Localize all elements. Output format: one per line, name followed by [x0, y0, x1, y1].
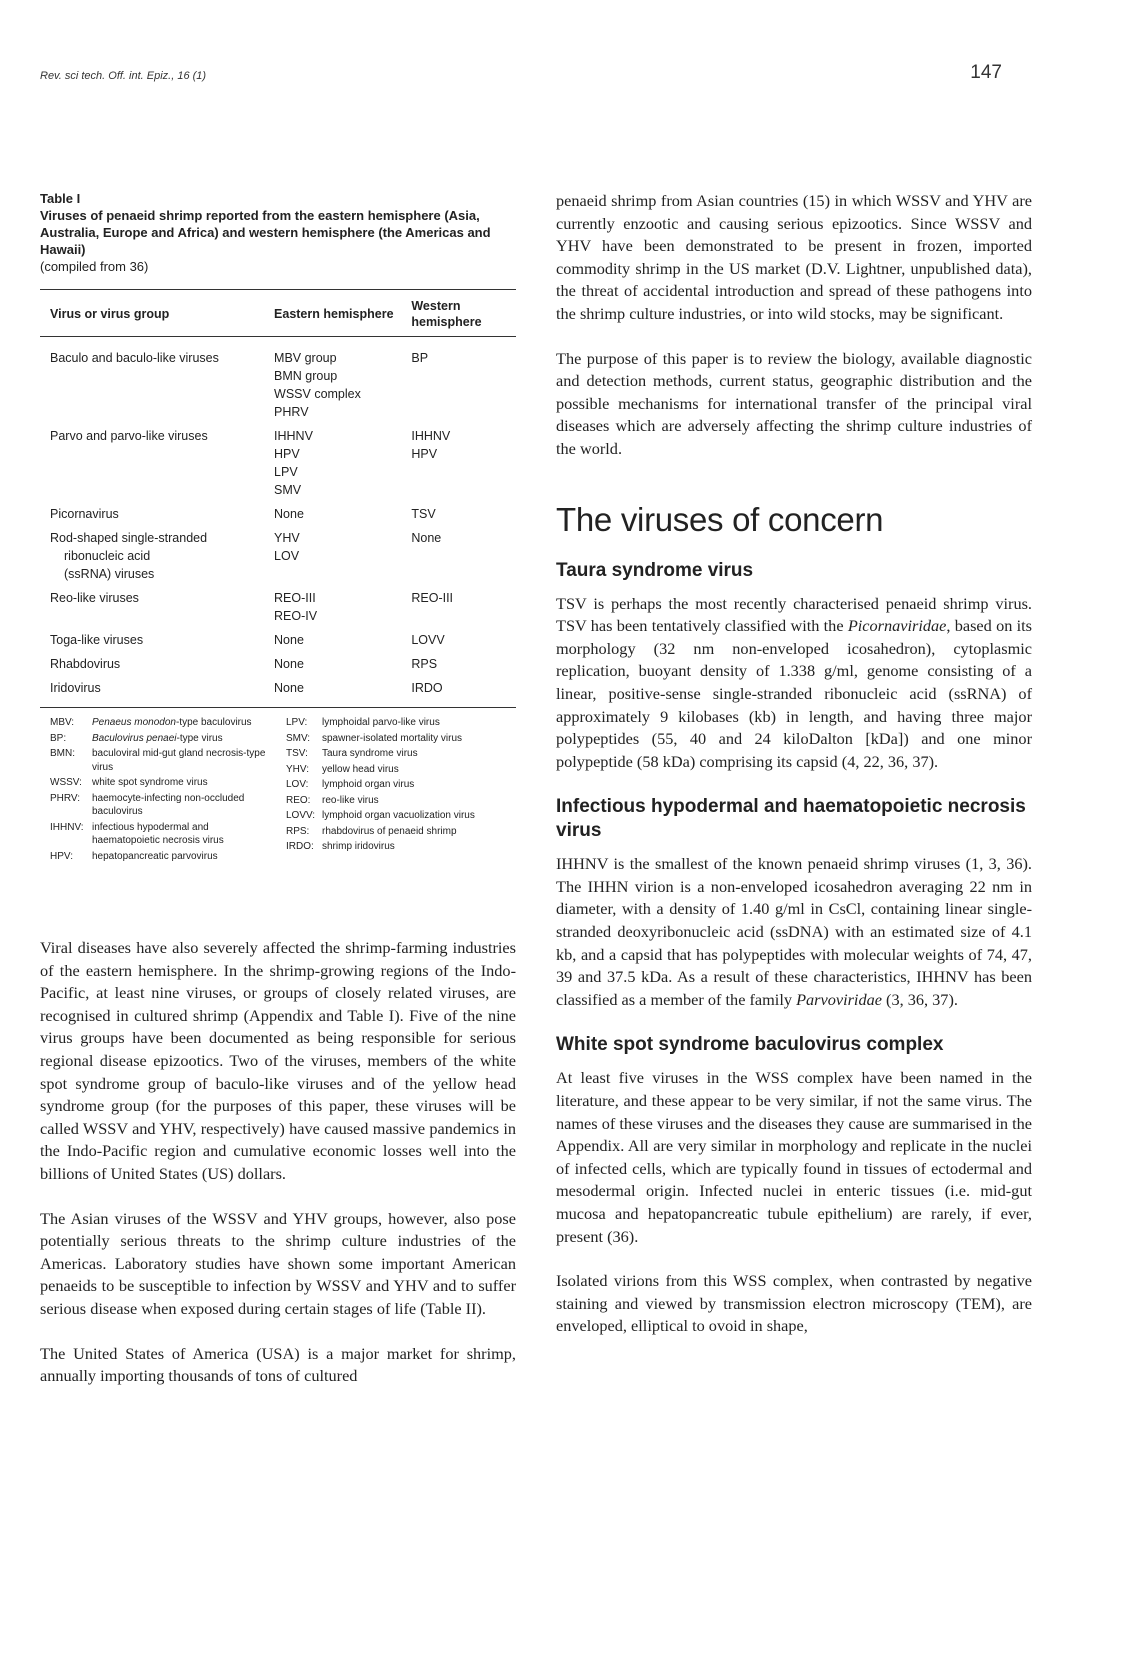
cell-eastern: REO-III REO-IV [274, 591, 318, 623]
abbreviations-left [40, 716, 278, 865]
cell-virus-group [40, 502, 274, 526]
cell-eastern: None [274, 657, 304, 671]
virus-group-label: Toga-like viruses [50, 633, 144, 647]
cell-eastern: MBV group BMN group WSSV complex PHRV [274, 351, 361, 419]
table-caption [40, 190, 516, 275]
abbreviation-key: LOV: [286, 779, 309, 790]
table-row [40, 526, 516, 586]
cell-eastern: IHHNV HPV LPV SMV [274, 429, 313, 497]
paragraph: At least five viruses in the WSS complex have been named in the literature, and these appear to be very similar, if not the same virus. The names of these viruses and the diseases they cause are summarised in the Appendix. All are very similar in morphology and replicate in the nuclei of infected cells, which are typically found in tissues of ectodermal and mesodermal origin. Infected nuclei in enteric tissues (i.e. mid-gut mucosa and hepatopancreatic tubule epithelium) are rarely, if ever, present (36). [556, 1068, 1032, 1246]
abbreviation-value: Taura syndrome virus [322, 748, 418, 759]
cell-western: REO-III [411, 591, 454, 605]
abbreviation-key: BP: [50, 732, 67, 744]
running-head: Rev. sci tech. Off. int. Epiz., 16 (1) [40, 70, 207, 82]
paragraph [556, 593, 1032, 774]
cell-western: LOVV [411, 633, 445, 647]
cell-eastern: None [274, 507, 304, 521]
table-row [40, 586, 516, 628]
abbreviation-item [286, 809, 516, 823]
text-span: IHHNV is the smallest of the known penaeid shrimp viruses (1, 3, 36). The IHHN virion is a non-enveloped icosahedron averaging 22 nm in diameter, with a density of 1.40 g/ml in CsCl, containing linear single-stranded deoxyribonucleic acid (ssDNA) with an estimated size of 4.1 kb, and a capsid that has polypeptides with molecular weights of 74, 47, 39 and 37.5 kDa. As a result of these characteristics, IHHNV has been classified as a member of the family [556, 854, 1032, 1009]
abbreviation-value: lymphoid organ vacuolization virus [322, 810, 475, 821]
virus-group-label: Iridovirus [50, 681, 101, 695]
virus-group-continuation: ribonucleic acid (ssRNA) viruses [64, 549, 155, 581]
abbreviation-key: LPV: [286, 717, 308, 728]
abbreviation-value: Baculovirus penaei-type virus [92, 732, 223, 744]
wssv-text [556, 1067, 1032, 1338]
cell-virus-group [40, 652, 274, 676]
cell-western: IHHNV HPV [411, 429, 451, 461]
right-column [556, 190, 1032, 1360]
abbreviation-value: haemocyte-infecting non-occluded baculovirus [92, 792, 245, 817]
paragraph: The purpose of this paper is to review the biology, available diagnostic and detection methods, current status, geographic distribution and the possible mechanisms for international transfer of the principal viral diseases which are adversely affecting the shrimp culture industries of the world. [556, 348, 1032, 458]
cell-eastern: YHV LOV [274, 531, 300, 563]
abbreviation-key: WSSV: [50, 777, 82, 788]
italic-term: Parvoviridae [796, 989, 882, 1009]
abbreviation-key: LOVV: [286, 810, 316, 821]
abbreviation-value: yellow head virus [322, 763, 399, 775]
table-row [40, 652, 516, 676]
cell-western: RPS [411, 657, 438, 671]
text-span: , based on its morphology (32 nm non-enveloped icosahedron), cytoplasmic replication, buoyant density of 1.338 g/ml, genome consisting of a linear, positive-sense single-stranded ribonucleic acid (ssRNA) of approximately 9 kilobases (kb) in length, and having three major polypeptides (55, 40 and 24 kiloDalton [kDa]) and one minor polypeptide (58 kDa) comprising its capsid (4, 22, 36, 37). [556, 616, 1032, 771]
table-body [40, 337, 516, 708]
abbreviation-key: MBV: [50, 717, 75, 728]
abbreviation-item [50, 821, 278, 848]
italic-term: Picornaviridae [847, 616, 947, 636]
abbreviation-item [286, 763, 516, 777]
abbreviation-key: BMN: [50, 748, 75, 759]
cell-virus-group [40, 628, 274, 652]
abbreviation-value: lymphoidal parvo-like virus [322, 717, 440, 728]
abbreviation-value: rhabdovirus of penaeid shrimp [322, 825, 457, 837]
abbreviation-item [286, 716, 516, 730]
abbreviation-item [286, 732, 516, 746]
abbreviation-key: YHV: [286, 763, 309, 775]
page-number: 147 [970, 62, 1002, 83]
subheading-tsv: Taura syndrome virus [556, 559, 754, 581]
right-intro-text [556, 190, 1032, 461]
abbreviation-value: reo-like virus [322, 794, 379, 806]
abbreviation-item [286, 747, 516, 761]
left-body-text [40, 937, 516, 1388]
cell-western: IRDO [411, 676, 516, 708]
abbreviation-value: shrimp iridovirus [322, 841, 395, 852]
column-header-western: Western hemisphere [411, 290, 516, 337]
table-row [40, 337, 516, 425]
abbreviation-key: IHHNV: [50, 821, 84, 833]
abbreviation-value: spawner-isolated mortality virus [322, 732, 463, 744]
abbreviation-value: white spot syndrome virus [92, 777, 208, 788]
cell-virus-group [40, 586, 274, 628]
ihhnv-text [556, 853, 1032, 1011]
abbreviation-item [286, 794, 516, 808]
paragraph: The Asian viruses of the WSSV and YHV groups, however, also pose potentially serious threats to the shrimp culture industries of the Americas. Laboratory studies have shown some important American penaeids to be susceptible to infection by WSSV and YHV and to suffer serious disease when exposed during certain stages of life (Table II). [40, 1208, 516, 1318]
paragraph: penaeid shrimp from Asian countries (15) in which WSSV and YHV are currently enzootic and causing serious epizootics. Since WSSV and YHV have been demonstrated to be present in frozen, imported commodity shrimp in the US market (D.V. Lightner, unpublished data), the threat of accidental introduction and spread of these pathogens into the shrimp culture industries, or into wild stocks, may be significant. [556, 191, 1032, 323]
virus-group-label: Parvo and parvo-like viruses [50, 429, 208, 443]
cell-virus-group [40, 424, 274, 502]
text-span: TSV is perhaps the most recently characterised penaeid shrimp virus. TSV has been tentatively classified with the [556, 593, 1032, 636]
abbreviation-item [50, 776, 278, 790]
subheading-wssv: White spot syndrome baculovirus complex [556, 1034, 944, 1056]
cell-western: BP [411, 351, 429, 365]
abbreviation-item [286, 778, 516, 792]
left-column [40, 190, 516, 1410]
column-header-virus: Virus or virus group [40, 290, 274, 337]
column-header-eastern: Eastern hemisphere [274, 290, 411, 337]
cell-eastern: None [274, 676, 411, 708]
abbreviation-key: IRDO: [286, 841, 314, 852]
abbreviations-right [278, 716, 516, 865]
abbreviation-value: hepatopancreatic parvovirus [92, 850, 218, 862]
abbreviation-item [286, 825, 516, 839]
abbreviation-key: HPV: [50, 850, 73, 862]
cell-western: TSV [411, 507, 436, 521]
abbreviations [40, 716, 516, 865]
cell-eastern: None [274, 633, 304, 647]
virus-group-label: Reo-like viruses [50, 591, 139, 605]
section-heading: The viruses of concern [556, 500, 884, 538]
abbreviation-item [286, 840, 516, 854]
table-source: (compiled from 36) [40, 259, 149, 274]
table-row [40, 424, 516, 502]
abbreviation-item [50, 716, 278, 730]
cell-virus-group [40, 676, 274, 708]
table-row [40, 676, 516, 708]
abbreviation-key: SMV: [286, 732, 311, 744]
abbreviation-item [50, 732, 278, 746]
abbreviation-key: PHRV: [50, 792, 81, 804]
tsv-text [556, 593, 1032, 774]
table-row [40, 502, 516, 526]
abbreviation-value: Penaeus monodon-type baculovirus [92, 717, 252, 728]
abbreviation-item [50, 747, 278, 774]
paragraph: Isolated virions from this WSS complex, when contrasted by negative staining and viewed by transmission electron microscopy (TEM), are enveloped, elliptical to ovoid in shape, [556, 1271, 1032, 1336]
cell-western: None [411, 531, 442, 545]
virus-group-label: Rhabdovirus [50, 657, 121, 671]
abbreviation-item [50, 850, 278, 864]
paragraph: The United States of America (USA) is a major market for shrimp, annually importing thousands of tons of cultured [40, 1343, 516, 1386]
abbreviation-value: baculoviral mid-gut gland necrosis-type virus [92, 748, 266, 773]
paragraph [556, 853, 1032, 1011]
table-row [40, 628, 516, 652]
abbreviation-item [50, 792, 278, 819]
cell-virus-group [40, 526, 274, 586]
cell-virus-group [40, 337, 274, 425]
virus-group-label: Picornavirus [50, 507, 119, 521]
subheading-ihhnv: Infectious hypodermal and haematopoietic necrosis virus [556, 796, 1026, 842]
abbreviation-key: TSV: [286, 748, 308, 759]
abbreviation-key: REO: [286, 794, 311, 806]
abbreviation-value: infectious hypodermal and haematopoietic necrosis virus [92, 821, 224, 846]
virus-group-label: Baculo and baculo-like viruses [50, 351, 219, 365]
abbreviation-key: RPS: [286, 825, 310, 837]
table-header-row [40, 290, 516, 337]
paragraph: Viral diseases have also severely affected the shrimp-farming industries of the eastern hemisphere. In the shrimp-growing regions of the Indo-Pacific, at least nine viruses, or groups of closely related viruses, are recognised in cultured shrimp (Appendix and Table I). Five of the nine virus groups have been documented as being responsible for serious regional disease epizootics. Two of the viruses, members of the white spot syndrome group of baculo-like viruses and of the yellow head syndrome group (for the purposes of this paper, these viruses will be called WSSV and YHV, respectively) have caused massive pandemics in the Indo-Pacific region and cumulative economic losses well into the billions of United States (US) dollars. [40, 938, 516, 1183]
text-span: (3, 36, 37). [881, 989, 958, 1009]
virus-table [40, 289, 516, 708]
table-label: Table I [40, 191, 81, 206]
abbreviation-value: lymphoid organ virus [322, 779, 415, 790]
virus-group-label: Rod-shaped single-stranded [50, 531, 208, 545]
table-title: Viruses of penaeid shrimp reported from the eastern hemisphere (Asia, Australia, Europe and Africa) and western hemisphere (the Americas and Hawaii) [40, 208, 491, 257]
